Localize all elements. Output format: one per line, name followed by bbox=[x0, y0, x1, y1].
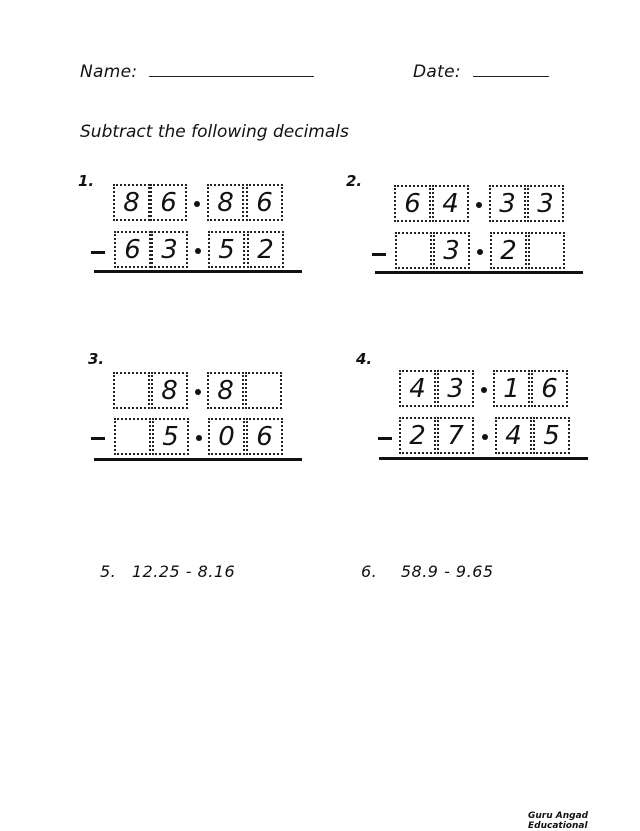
problem-number: 4. bbox=[356, 350, 373, 368]
digit-box: 4 bbox=[432, 185, 469, 222]
instructions: Subtract the following decimals bbox=[80, 122, 349, 142]
answer-line[interactable] bbox=[94, 458, 302, 461]
problem-number: 1. bbox=[78, 172, 95, 190]
problem-number: 2. bbox=[346, 172, 363, 190]
digit-box: 6 bbox=[150, 184, 187, 221]
digit-box: 6 bbox=[246, 418, 283, 455]
problem-number: 3. bbox=[88, 350, 105, 368]
decimal-point bbox=[476, 202, 482, 208]
answer-line[interactable] bbox=[375, 271, 583, 274]
minus-sign bbox=[91, 251, 105, 254]
digit-box: 6 bbox=[246, 184, 283, 221]
minus-sign bbox=[91, 437, 105, 440]
decimal-point bbox=[477, 249, 483, 255]
problem-expression: 58.9 - 9.65 bbox=[400, 562, 494, 581]
problem-number: 5. bbox=[100, 562, 117, 581]
name-label: Name: bbox=[80, 62, 138, 82]
digit-box bbox=[395, 232, 432, 269]
problem-5 bbox=[100, 562, 235, 581]
date-label: Date: bbox=[413, 62, 461, 82]
digit-box: 0 bbox=[208, 418, 245, 455]
digit-box bbox=[245, 372, 282, 409]
name-field[interactable] bbox=[80, 62, 314, 82]
minus-sign bbox=[372, 253, 386, 256]
digit-box: 6 bbox=[531, 370, 568, 407]
decimal-point bbox=[481, 387, 487, 393]
digit-box: 1 bbox=[493, 370, 530, 407]
digit-box: 5 bbox=[533, 417, 570, 454]
decimal-point bbox=[482, 434, 488, 440]
digit-box: 5 bbox=[152, 418, 189, 455]
digit-box: 4 bbox=[399, 370, 436, 407]
date-blank-line[interactable] bbox=[473, 76, 549, 77]
digit-box: 2 bbox=[247, 231, 284, 268]
digit-box: 8 bbox=[151, 372, 188, 409]
digit-box bbox=[528, 232, 565, 269]
digit-box: 5 bbox=[208, 231, 245, 268]
problem-expression: 12.25 - 8.16 bbox=[131, 562, 236, 581]
digit-box: 3 bbox=[527, 185, 564, 222]
decimal-point bbox=[195, 389, 201, 395]
decimal-point bbox=[194, 201, 200, 207]
digit-box: 3 bbox=[433, 232, 470, 269]
digit-box: 8 bbox=[207, 372, 244, 409]
digit-box bbox=[113, 372, 150, 409]
digit-box: 7 bbox=[437, 417, 474, 454]
date-field[interactable] bbox=[413, 62, 549, 82]
digit-box: 3 bbox=[437, 370, 474, 407]
digit-box: 4 bbox=[495, 417, 532, 454]
digit-box: 8 bbox=[207, 184, 244, 221]
problem-6 bbox=[361, 562, 494, 581]
answer-line[interactable] bbox=[94, 270, 302, 273]
digit-box: 8 bbox=[113, 184, 150, 221]
digit-box bbox=[114, 418, 151, 455]
digit-box: 2 bbox=[399, 417, 436, 454]
decimal-point bbox=[195, 248, 201, 254]
answer-line[interactable] bbox=[379, 457, 588, 460]
name-blank-line[interactable] bbox=[149, 76, 314, 77]
digit-box: 3 bbox=[489, 185, 526, 222]
problem-number: 6. bbox=[361, 562, 378, 581]
digit-box: 3 bbox=[151, 231, 188, 268]
digit-box: 2 bbox=[490, 232, 527, 269]
digit-box: 6 bbox=[114, 231, 151, 268]
minus-sign bbox=[378, 437, 392, 440]
digit-box: 6 bbox=[394, 185, 431, 222]
decimal-point bbox=[196, 435, 202, 441]
publisher-credit: Guru Angad Educational bbox=[528, 811, 589, 831]
